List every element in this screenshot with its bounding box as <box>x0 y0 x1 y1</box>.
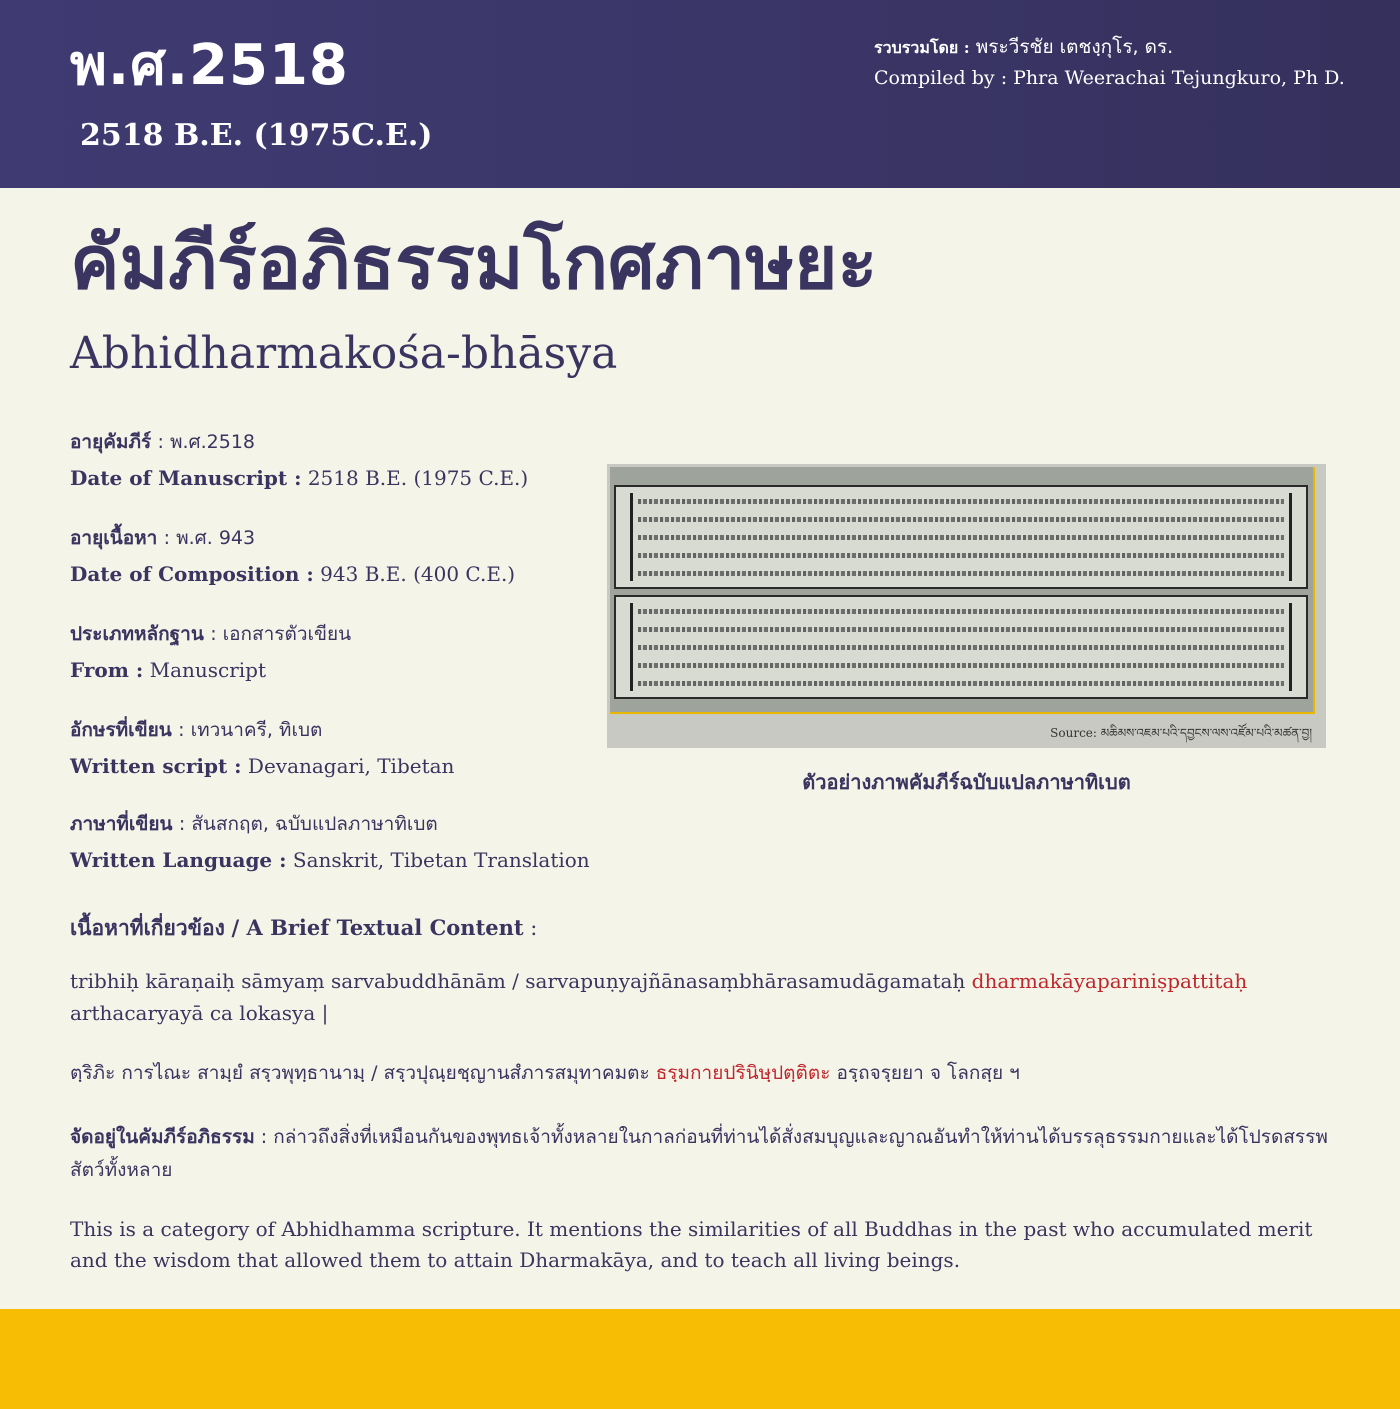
thai-transliteration <box>70 1057 1330 1089</box>
thai-transliteration-highlight: ธรฺมกายปรินิษฺปตฺติตะ <box>655 1062 831 1084</box>
meta-label-english: From : <box>70 658 144 682</box>
thai-transliteration-end: อรฺถจรฺยยา จ โลกสฺย ฯ <box>836 1062 1020 1084</box>
romanized-text-end: arthacaryayā ca lokasya | <box>70 1001 329 1025</box>
category-label: จัดอยู่ในคัมภีร์อภิธรรม <box>70 1126 255 1148</box>
meta-label-english: Written script : <box>70 754 242 778</box>
content-heading <box>70 912 537 945</box>
meta-value-thai: : พ.ศ.2518 <box>157 431 256 453</box>
meta-value-thai: : พ.ศ. 943 <box>163 527 256 549</box>
compiler-label-thai: รวบรวมโดย : <box>874 38 970 57</box>
meta-written-script <box>70 711 630 784</box>
meta-value-thai: : เอกสารตัวเขียน <box>210 623 352 645</box>
meta-value-english: 2518 B.E. (1975 C.E.) <box>307 466 529 490</box>
category-text: : กล่าวถึงสิ่งที่เหมือนกันของพุทธเจ้าทั้งหลายในกาลก่อนที่ท่านได้สั่งสมบุญและญาณอันทำให้ท่านได้บรรลุธรรมกายและได้โปรดสรรพสัตว์ทั้งหลาย <box>70 1126 1328 1181</box>
year-thai: พ.ศ.2518 <box>70 33 349 98</box>
page-title-thai: คัมภีร์อภิธรรมโกศภาษยะ <box>70 220 878 306</box>
meta-label-english: Date of Manuscript : <box>70 466 302 490</box>
meta-label-thai: อายุคัมภีร์ <box>70 431 152 453</box>
manuscript-leaf-lower <box>614 595 1308 699</box>
meta-label-thai: ภาษาที่เขียน <box>70 813 173 835</box>
manuscript-leaf-upper <box>614 485 1308 589</box>
manuscript-image <box>607 464 1326 748</box>
footer-bar <box>0 1309 1400 1409</box>
compiler-name-thai: พระวีรชัย เตชงฺกุโร, ดร. <box>975 36 1174 58</box>
content-heading-thai: เนื้อหาที่เกี่ยวข้อง <box>70 916 225 940</box>
category-description-thai <box>70 1121 1330 1187</box>
meta-value-thai: : เทวนาครี, ทิเบต <box>178 719 323 741</box>
meta-label-english: Date of Composition : <box>70 562 314 586</box>
meta-date-manuscript <box>70 423 630 496</box>
content-heading-english: / A Brief Textual Content <box>231 915 524 940</box>
meta-written-language <box>70 805 630 878</box>
meta-value-thai: : สันสกฤต, ฉบับแปลภาษาทิเบต <box>178 813 438 835</box>
compiler-credit <box>874 32 1345 94</box>
meta-value-english: 943 B.E. (400 C.E.) <box>320 562 516 586</box>
meta-value-english: Manuscript <box>149 658 267 682</box>
meta-label-thai: ประเภทหลักฐาน <box>70 623 204 645</box>
image-source-credit: Source: མཆིམས་འཇམ་པའི་དབྱངས་ལས་འཛོམ་པའི་མཚན་བྱ། <box>1050 726 1312 740</box>
compiler-english: Compiled by : Phra Weerachai Tejungkuro, Ph D. <box>874 67 1345 89</box>
meta-label-thai: อายุเนื้อหา <box>70 527 158 549</box>
romanized-text: tribhiḥ kāraṇaiḥ sāmyaṃ sarvabuddhānām / sarvapuṇyajñānasaṃbhārasamudāgamataḥ <box>70 969 966 993</box>
romanized-passage <box>70 965 1330 1029</box>
thai-transliteration-text: ตฺริภิะ การไณะ สามฺยํ สรฺวพุทฺธานามฺ / สรฺวปุณฺยชฺญานสํภารสมุทาคมตะ <box>70 1062 650 1084</box>
meta-value-english: Devanagari, Tibetan <box>247 754 455 778</box>
category-description-english: This is a category of Abhidhamma scripture. It mentions the similarities of all Buddhas in the past who accumulated merit and the wisdom that allowed them to attain Dharmakāya, and to teach all living beings. <box>70 1217 1313 1272</box>
meta-label-thai: อักษรที่เขียน <box>70 719 172 741</box>
page-title-english: Abhidharmakośa-bhāsya <box>70 328 618 379</box>
meta-label-english: Written Language : <box>70 848 287 872</box>
meta-evidence-type <box>70 615 630 688</box>
meta-value-english: Sanskrit, Tibetan Translation <box>292 848 590 872</box>
content-heading-colon: : <box>530 916 538 940</box>
header-banner <box>0 0 1400 188</box>
romanized-highlight: dharmakāyapariniṣpattitaḥ <box>971 969 1248 993</box>
manuscript-photo <box>610 467 1315 714</box>
image-caption: ตัวอย่างภาพคัมภีร์ฉบับแปลภาษาทิเบต <box>802 770 1131 794</box>
meta-date-composition <box>70 519 630 592</box>
year-english: 2518 B.E. (1975C.E.) <box>80 118 433 153</box>
